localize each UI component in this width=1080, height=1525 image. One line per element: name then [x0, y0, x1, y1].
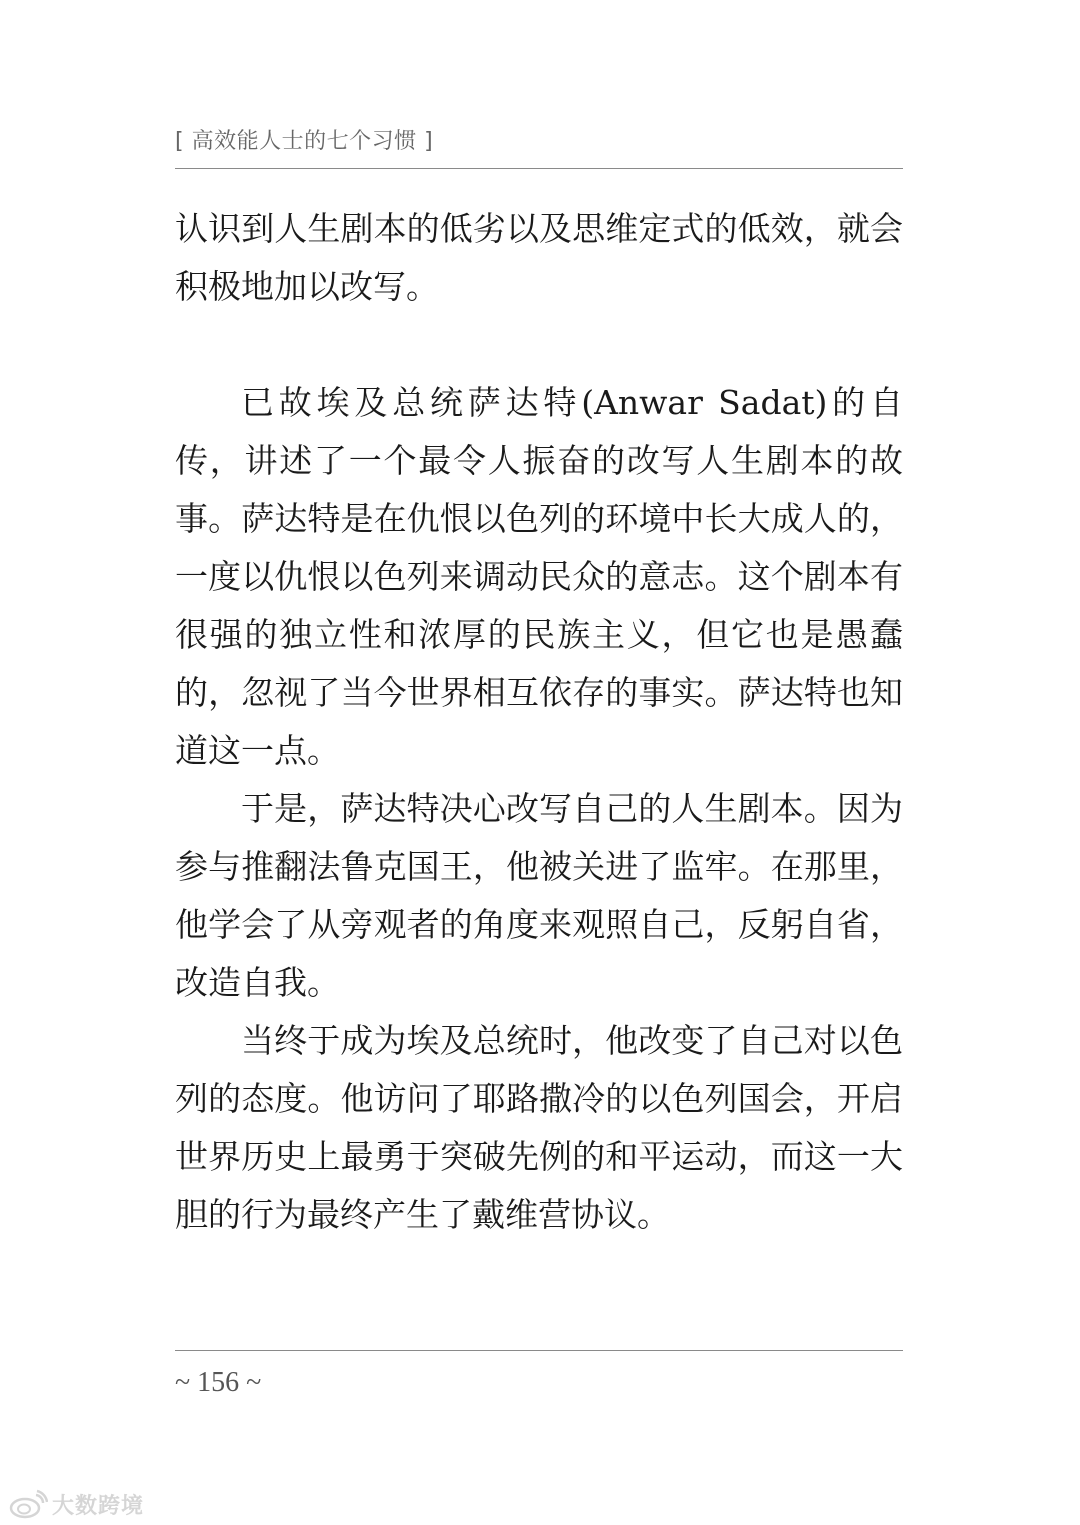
page-number: ~ 156 ~	[175, 1367, 262, 1398]
paragraph: 当终于成为埃及总统时，他改变了自己对以色列的态度。他访问了耶路撒冷的以色列国会，开启世界历史上最勇于突破先例的和平运动，而这一大胆的行为最终产生了戴维营协议。	[175, 1021, 903, 1234]
watermark	[8, 1487, 144, 1521]
paragraph: 已故埃及总统萨达特(Anwar Sadat)的自传，讲述了一个最令人振奋的改写人生剧本的故事。萨达特是在仇恨以色列的环境中长大成人的，一度以仇恨以色列来调动民众的意志。这个剧本有很强的独立性和浓厚的民族主义，但它也是愚蠢的，忽视了当今世界相互依存的事实。萨达特也知道这一点。	[175, 383, 903, 770]
paragraph-spacer	[175, 316, 903, 374]
body-text	[175, 200, 903, 1244]
paragraph-continuation: 认识到人生剧本的低劣以及思维定式的低效，就会积极地加以改写。	[175, 209, 903, 306]
weibo-logo-icon	[8, 1489, 48, 1519]
running-header: [ 高效能人士的七个习惯 ]	[175, 129, 434, 154]
header-divider	[175, 168, 903, 169]
footer-divider	[175, 1350, 903, 1351]
paragraph: 于是，萨达特决心改写自己的人生剧本。因为参与推翻法鲁克国王，他被关进了监牢。在那里，他学会了从旁观者的角度来观照自己，反躬自省，改造自我。	[175, 789, 903, 1002]
watermark-text: 大数跨境	[52, 1493, 145, 1519]
